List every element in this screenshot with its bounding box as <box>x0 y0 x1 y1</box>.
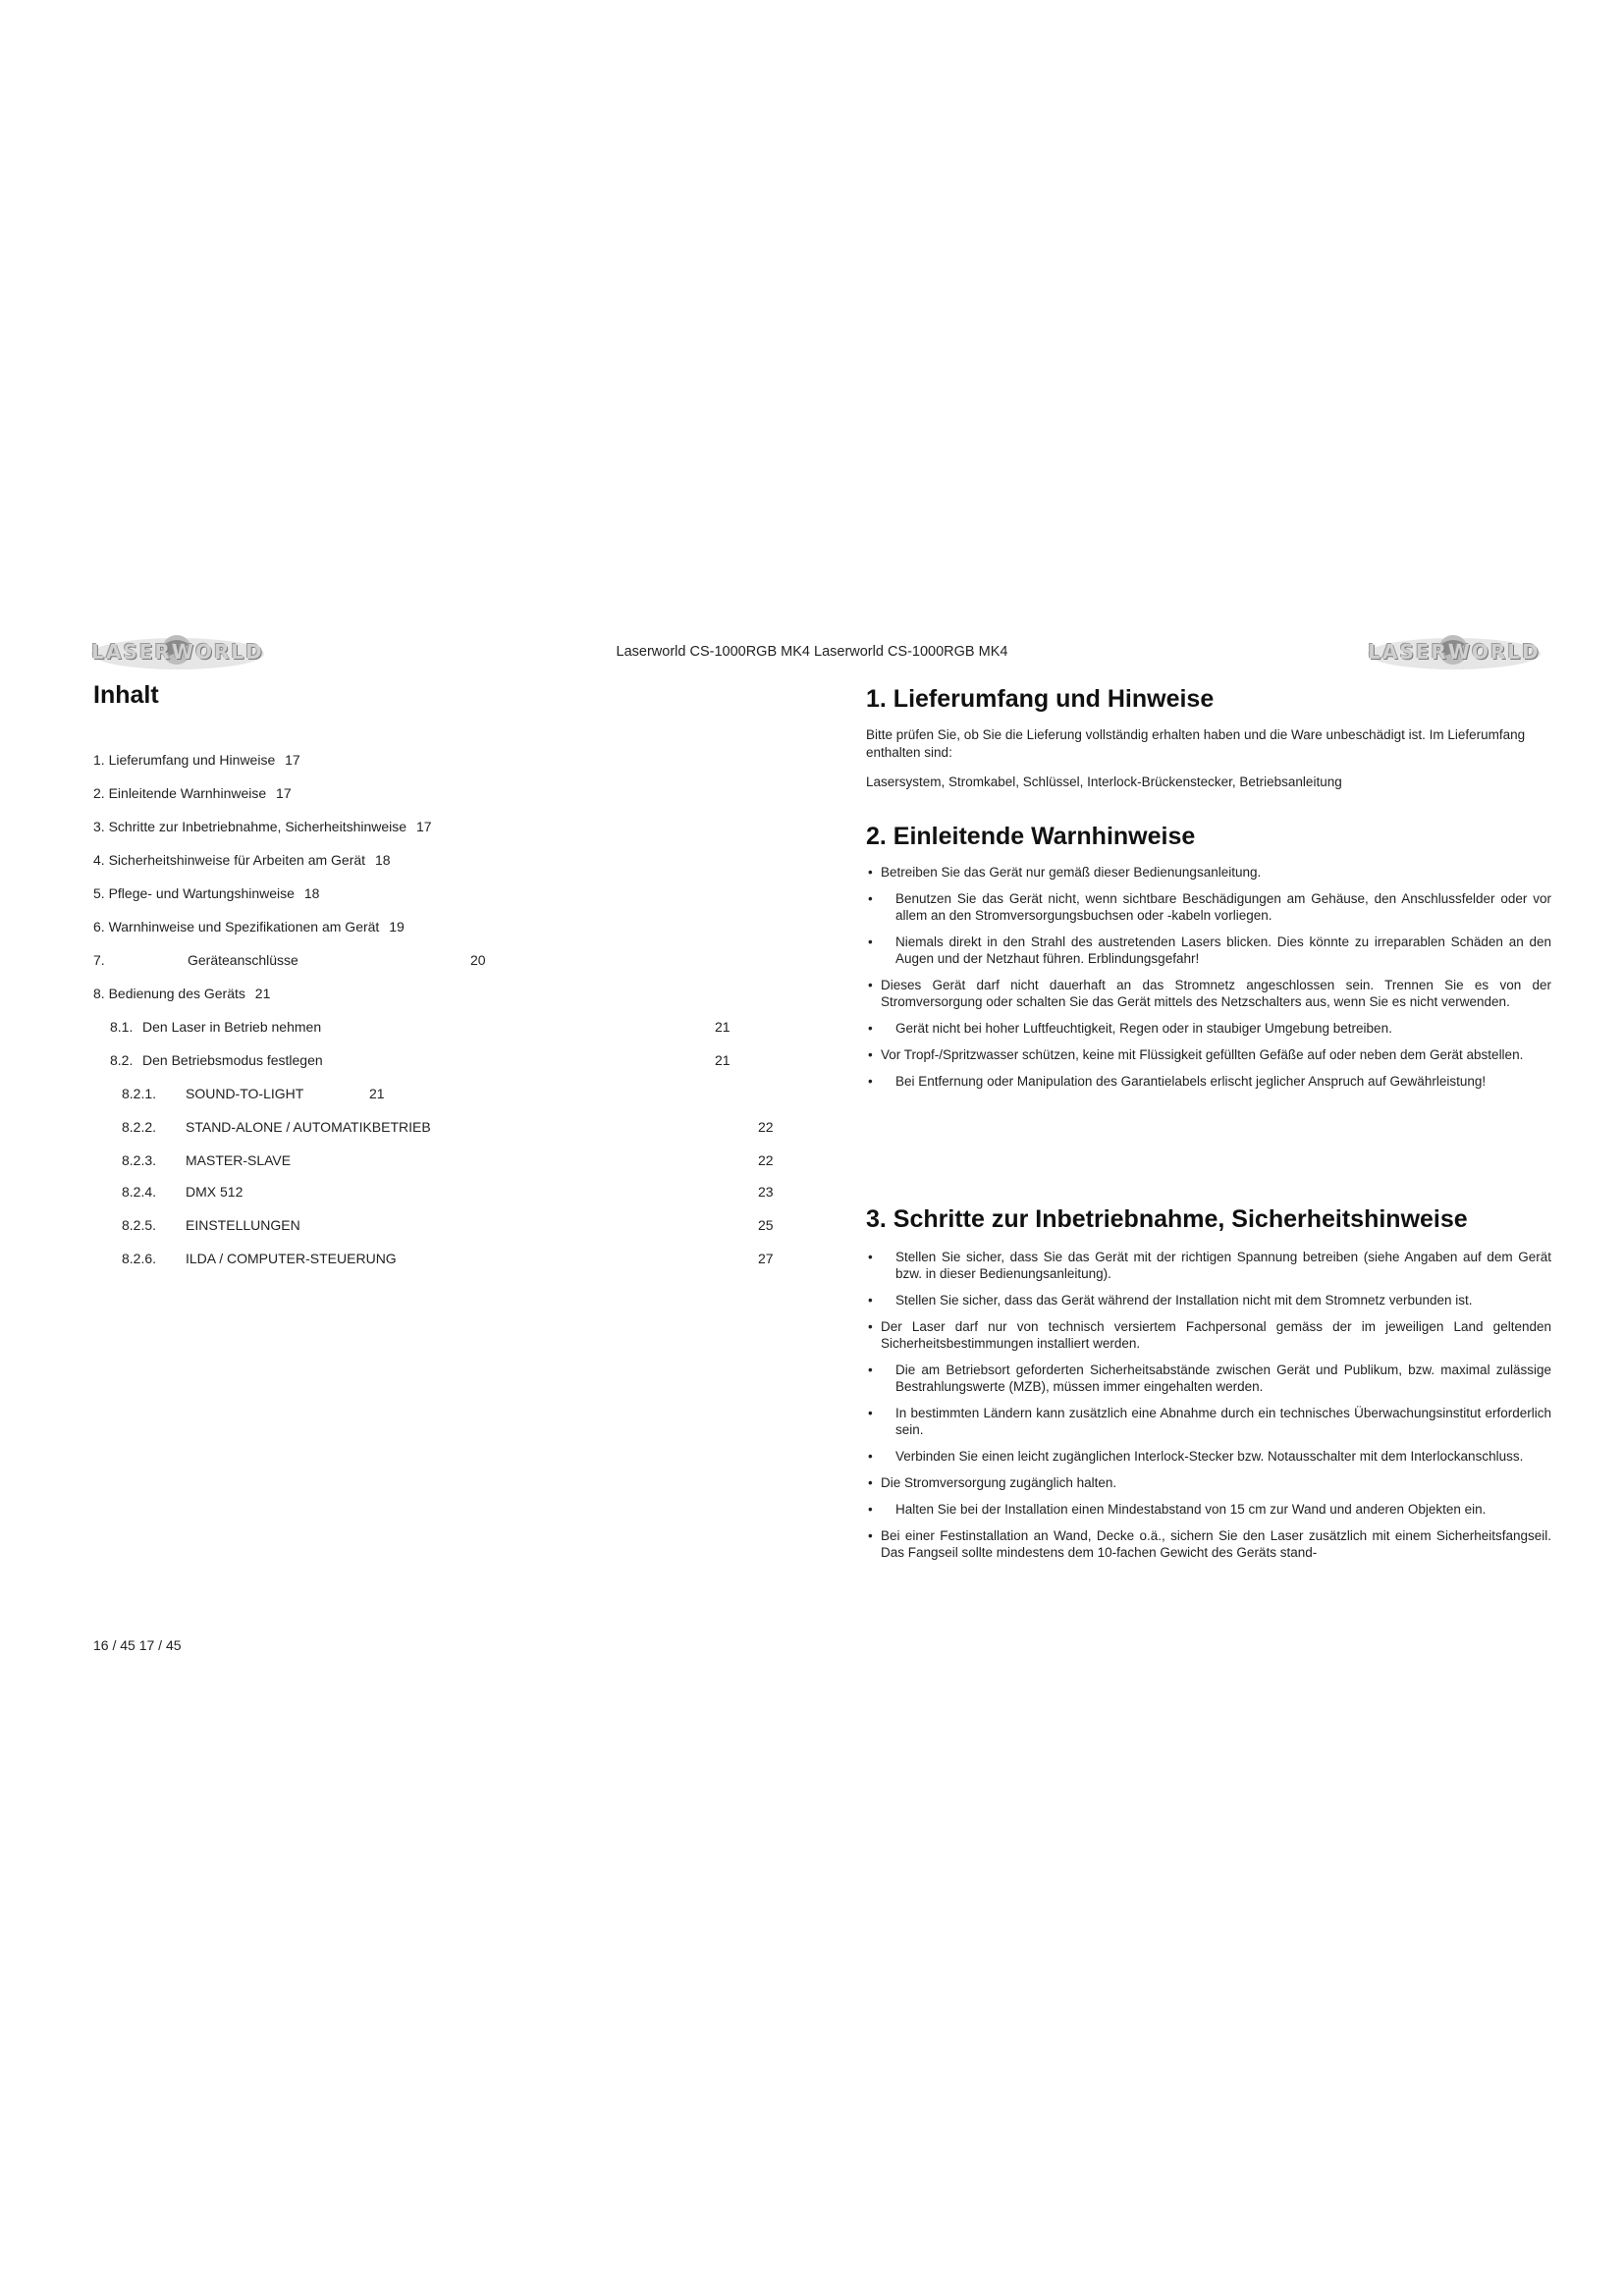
toc-number: 8.2.2. <box>122 1119 157 1135</box>
logo-text: LASERWORLD <box>91 640 264 664</box>
list-item: • Vor Tropf-/Spritzwasser schützen, keine mit Flüssigkeit gefüllten Gefäße auf oder neben dem Gerät abstellen. <box>866 1046 1551 1063</box>
list-item: • Bei Entfernung oder Manipulation des Garantielabels erlischt jeglicher Anspruch auf Gewährleistung! <box>866 1073 1551 1090</box>
list-item: • Der Laser darf nur von technisch versiertem Fachpersonal gemäss der im jeweiligen Land geltenden Sicherheitsbestimmungen installiert werden. <box>866 1318 1551 1352</box>
section-3-list <box>866 1249 1551 1571</box>
section-2-heading: 2. Einleitende Warnhinweise <box>866 823 1196 850</box>
toc-label: Bedienung des Geräts <box>108 986 245 1001</box>
list-item: • Stellen Sie sicher, dass das Gerät während der Installation nicht mit dem Stromnetz verbunden ist. <box>866 1292 1551 1308</box>
toc-label: Den Betriebsmodus festlegen <box>142 1052 323 1068</box>
list-item: • Verbinden Sie einen leicht zugänglichen Interlock-Stecker bzw. Notausschalter mit dem Interlockanschluss. <box>866 1448 1551 1465</box>
toc-label: SOUND-TO-LIGHT <box>186 1086 304 1101</box>
toc-page: 22 <box>758 1152 774 1168</box>
page-footer: 16 / 45 17 / 45 <box>93 1637 182 1653</box>
list-item: • Gerät nicht bei hoher Luftfeuchtigkeit, Regen oder in staubiger Umgebung betreiben. <box>866 1020 1551 1037</box>
toc-page: 21 <box>715 1052 731 1068</box>
toc-entry-1[interactable] <box>93 752 300 768</box>
toc-number: 8.2.5. <box>122 1217 157 1233</box>
toc-page: 19 <box>389 919 405 934</box>
toc-number: 8.1. <box>110 1019 134 1035</box>
toc-label: Den Laser in Betrieb nehmen <box>142 1019 322 1035</box>
toc-label: DMX 512 <box>186 1184 244 1200</box>
toc-label: Warnhinweise und Spezifikationen am Gerät <box>108 919 380 934</box>
toc-label: Lieferumfang und Hinweise <box>108 752 276 768</box>
toc-label: Geräteanschlüsse <box>188 952 298 968</box>
toc-page: 18 <box>374 852 391 868</box>
laserworld-logo-right <box>1363 630 1545 673</box>
toc-number: 8.2.6. <box>122 1251 157 1266</box>
toc-entry-5[interactable] <box>93 885 319 901</box>
section-1-heading: 1. Lieferumfang und Hinweise <box>866 685 1215 713</box>
toc-entry-8-2-2[interactable] <box>122 1119 780 1139</box>
list-item: • Niemals direkt in den Strahl des austretenden Lasers blicken. Dies könnte zu irreparablen Schäden an den Augen und der Netzhaut führen. Erblindungsgefahr! <box>866 934 1551 967</box>
toc-entry-6[interactable] <box>93 919 405 934</box>
toc-page: 21 <box>254 986 271 1001</box>
list-item: • In bestimmten Ländern kann zusätzlich eine Abnahme durch ein technisches Überwachungsinstitut erforderlich sein. <box>866 1405 1551 1438</box>
toc-number: 8.2.4. <box>122 1184 157 1200</box>
list-item: • Halten Sie bei der Installation einen Mindestabstand von 15 cm zur Wand und anderen Objekten ein. <box>866 1501 1551 1518</box>
toc-label: MASTER-SLAVE <box>186 1152 292 1168</box>
toc-label: ILDA / COMPUTER-STEUERUNG <box>186 1251 397 1266</box>
toc-page: 25 <box>758 1217 774 1233</box>
toc-number: 4. <box>93 852 105 868</box>
toc-page: 17 <box>415 819 432 834</box>
toc-number: 8. <box>93 986 105 1001</box>
toc-number: 8.2. <box>110 1052 134 1068</box>
list-item: • Die Stromversorgung zugänglich halten. <box>866 1474 1551 1491</box>
list-item: • Benutzen Sie das Gerät nicht, wenn sichtbare Beschädigungen am Gehäuse, den Anschlussfelder oder vor allem an den Stromversorgungsbuchsen oder -kabeln vorliegen. <box>866 890 1551 924</box>
toc-label: Schritte zur Inbetriebnahme, Sicherheitshinweise <box>108 819 407 834</box>
section-1-contents: Lasersystem, Stromkabel, Schlüssel, Interlock-Brückenstecker, Betriebsanleitung <box>866 774 1342 789</box>
toc-page: 17 <box>276 785 292 801</box>
toc-page: 22 <box>758 1119 774 1135</box>
toc-page: 20 <box>470 952 486 968</box>
toc-label: EINSTELLUNGEN <box>186 1217 300 1233</box>
toc-label: Sicherheitshinweise für Arbeiten am Gerät <box>108 852 366 868</box>
toc-page: 23 <box>758 1184 774 1200</box>
section-2-list <box>866 864 1551 1099</box>
list-item: • Betreiben Sie das Gerät nur gemäß dieser Bedienungsanleitung. <box>866 864 1551 881</box>
toc-page: 17 <box>285 752 300 768</box>
toc-entry-7[interactable] <box>93 952 506 972</box>
toc-entry-2[interactable] <box>93 785 292 801</box>
toc-entry-8-2-4[interactable] <box>122 1184 780 1203</box>
toc-title: Inhalt <box>93 681 159 709</box>
toc-number: 1. <box>93 752 105 768</box>
toc-number: 3. <box>93 819 105 834</box>
toc-number: 7. <box>93 952 105 968</box>
section-3-heading: 3. Schritte zur Inbetriebnahme, Sicherheitshinweise <box>866 1205 1468 1233</box>
logo-text: LASERWORLD <box>1368 640 1541 664</box>
document-header-title: Laserworld CS-1000RGB MK4 Laserworld CS-1000RGB MK4 <box>616 644 1008 660</box>
list-item: • Stellen Sie sicher, dass Sie das Gerät mit der richtigen Spannung betreiben (siehe Angaben auf dem Gerät bzw. in dieser Bedienungsanleitung). <box>866 1249 1551 1282</box>
toc-page: 27 <box>758 1251 774 1266</box>
toc-number: 5. <box>93 885 105 901</box>
toc-page: 21 <box>715 1019 731 1035</box>
toc-number: 6. <box>93 919 105 934</box>
section-1-intro: Bitte prüfen Sie, ob Sie die Lieferung vollständig erhalten haben und die Ware unbeschädigt ist. Im Lieferumfang enthalten sind: <box>866 727 1526 760</box>
toc-number: 2. <box>93 785 105 801</box>
toc-entry-8-2-3[interactable] <box>122 1152 780 1172</box>
toc-page: 18 <box>303 885 320 901</box>
toc-entry-8-2-1[interactable] <box>122 1086 416 1105</box>
toc-number: 8.2.3. <box>122 1152 157 1168</box>
list-item: • Dieses Gerät darf nicht dauerhaft an das Stromnetz angeschlossen sein. Trennen Sie es von der Stromversorgung oder schalten Sie das Gerät mittels des Netzschalters aus, wenn Sie es nicht verwenden. <box>866 977 1551 1010</box>
toc-number: 8.2.1. <box>122 1086 157 1101</box>
toc-label: Pflege- und Wartungshinweise <box>108 885 295 901</box>
toc-entry-4[interactable] <box>93 852 391 868</box>
toc-entry-8[interactable] <box>93 986 270 1001</box>
list-item: • Die am Betriebsort geforderten Sicherheitsabstände zwischen Gerät und Publikum, bzw. maximal zulässige Bestrahlungswerte (MZB), müssen immer eingehalten werden. <box>866 1362 1551 1395</box>
list-item: • Bei einer Festinstallation an Wand, Decke o.ä., sichern Sie den Laser zusätzlich mit einem Sicherheitsfangseil. Das Fangseil sollte mindestens dem 10-fachen Gewicht des Geräts stand- <box>866 1527 1551 1561</box>
toc-entry-8-2-5[interactable] <box>122 1217 780 1237</box>
toc-entry-8-2[interactable] <box>110 1052 738 1072</box>
toc-entry-8-2-6[interactable] <box>122 1251 780 1270</box>
toc-label: Einleitende Warnhinweise <box>108 785 267 801</box>
toc-page: 21 <box>369 1086 385 1101</box>
toc-entry-3[interactable] <box>93 819 432 834</box>
toc-entry-8-1[interactable] <box>110 1019 738 1039</box>
toc-label: STAND-ALONE / AUTOMATIKBETRIEB <box>186 1119 431 1135</box>
